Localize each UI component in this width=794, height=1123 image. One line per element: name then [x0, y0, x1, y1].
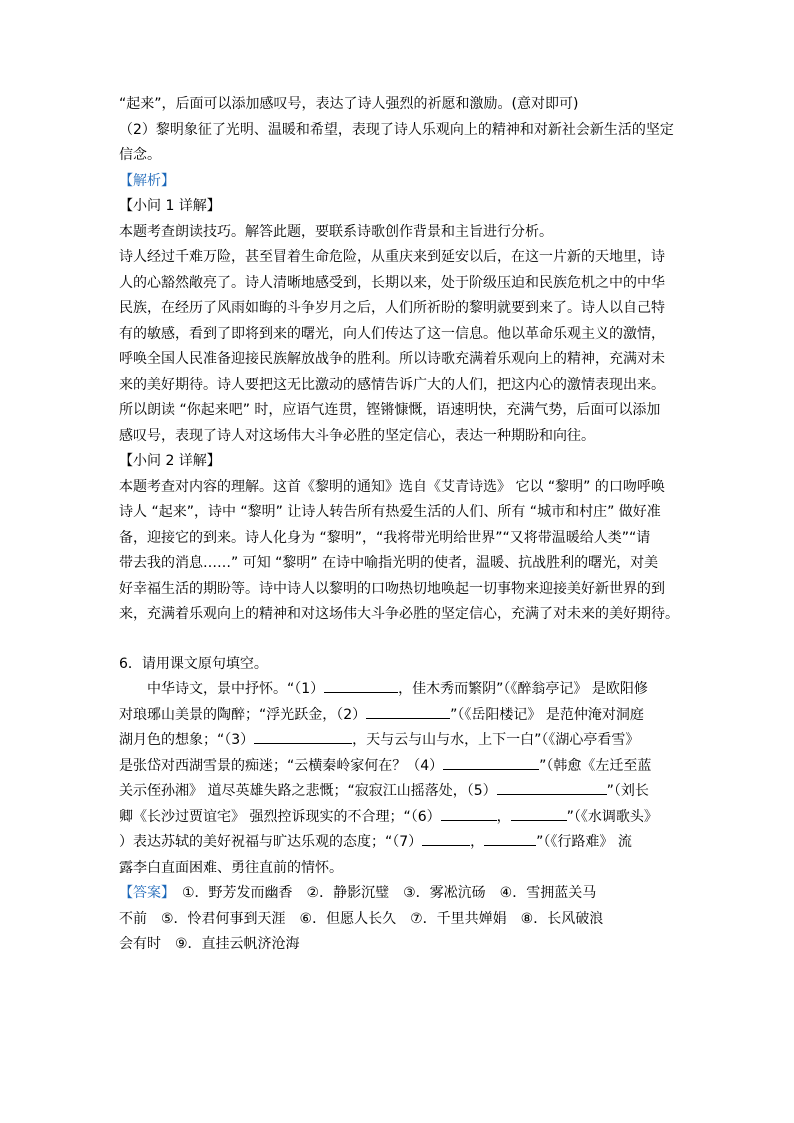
text-segment: ，: [496, 808, 511, 825]
text-segment: 湖月色的想象；“（3）: [119, 732, 255, 748]
blank-4: [443, 755, 539, 770]
text-segment: 卿《长沙过贾谊宅》 强烈控诉现实的不合理；“（6）: [119, 808, 441, 825]
question-6-title: 6．请用课文原句填空。: [119, 655, 268, 672]
analysis-line: 感叹号，表现了诗人对这场伟大斗争必胜的坚定信心，表达一种期盼和向往。: [119, 427, 595, 444]
analysis-line: 本题考查对内容的理解。这首《黎明的通知》选自《艾青诗选》 它以 “黎明” 的口吻呼唤: [119, 478, 665, 495]
answer-tag: 【答案】: [119, 885, 168, 901]
answer-line: 会有时 ⑨．直挂云帆济沧海: [119, 936, 300, 952]
text-segment: 关示侄孙湘》 道尽英雄失路之悲慨；“寂寂江山摇落处，（5）: [119, 783, 497, 799]
analysis-line: 来，充满着乐观向上的精神和对这场伟大斗争必胜的坚定信心，充满了对未来的美好期待。: [119, 606, 679, 622]
analysis-line: 带去我的消息……” 可知 “黎明” 在诗中喻指光明的使者，温暖、抗战胜利的曙光，对美: [119, 555, 659, 571]
question-6-line: [119, 677, 679, 703]
blank-3: [254, 729, 352, 744]
text-segment: ”（韩愈《左迁至蓝: [539, 757, 652, 774]
analysis-line: 呼唤全国人民准备迎接民族解放战争的胜利。所以诗歌充满着乐观向上的精神，充满对未: [119, 351, 665, 367]
question-6-line: [119, 830, 679, 856]
analysis-line: 人的心豁然敞亮了。诗人清晰地感受到，长期以来，处于阶级压迫和民族危机之中的中华: [119, 274, 665, 291]
analysis-line: 好幸福生活的期盼等。诗中诗人以黎明的口吻热切地唤起一切事物来迎接美好新世界的到: [119, 580, 665, 597]
text-segment: ）表达苏轼的美好祝福与旷达乐观的态度；“（7）: [119, 834, 423, 850]
answer-line: “起来”，后面可以添加感叹号，表达了诗人强烈的祈愿和激励。(意对即可): [119, 96, 579, 112]
text-segment: ”（《水调歌头》: [566, 808, 658, 825]
question-6-line: 露李白直面困难、勇往直前的情怀。: [119, 859, 343, 876]
question-6-line: [119, 728, 679, 754]
text-segment: ”（刘长: [606, 783, 649, 799]
text-segment: ，天与云与山与水，上下一白”（《湖心亭看雪》: [352, 732, 640, 748]
analysis-line: 本题考查朗读技巧。解答此题，要联系诗歌创作背景和主旨进行分析。: [119, 223, 553, 240]
question-6-line: [119, 805, 679, 831]
analysis-line: 有的敏感，看到了即将到来的曙光，向人们传达了这一信息。他以革命乐观主义的激情，: [119, 325, 665, 342]
answer-line: 不前 ⑤．怜君何事到天涯 ⑥．但愿人长久 ⑦．千里共婵娟 ⑧．长风破浪: [119, 910, 604, 927]
analysis-line: 来的美好期待。诗人要把这无比激动的感情告诉广大的人们，把这内心的激情表现出来。: [119, 376, 665, 393]
blank-1: [324, 678, 398, 693]
sub-question-2-heading: 【小问 2 详解】: [119, 453, 221, 469]
text-segment: ”（《行路难》 流: [536, 834, 632, 850]
analysis-line: 诗人经过千难万险，甚至冒着生命危险，从重庆来到延安以后，在这一片新的天地里，诗: [119, 249, 665, 265]
answer-line: 信念。: [119, 147, 161, 163]
answer-line: （2）黎明象征了光明、温暖和希望，表现了诗人乐观向上的精神和对新社会新生活的坚定: [119, 121, 674, 138]
analysis-line: 民族，在经历了风雨如晦的斗争岁月之后，人们所祈盼的黎明就要到来了。诗人以自己特: [119, 300, 665, 316]
blank-7a: [422, 831, 470, 846]
analysis-line: 备，迎接它的到来。诗人化身为 “黎明”，“我将带光明给世界”“又将带温暖给人类”“请: [119, 529, 651, 546]
analysis-line: 所以朗读 “你起来吧” 时，应语气连贯，铿锵慷慨，语速明快，充满气势，后面可以添加: [119, 402, 661, 418]
analysis-heading: 【解析】: [119, 172, 175, 189]
blank-2: [366, 704, 450, 719]
answer-text: ①．野芳发而幽香 ②．静影沉璧 ③．雾凇沆砀 ④．雪拥蓝关马: [182, 885, 597, 901]
blank-5: [497, 780, 607, 795]
document-content: [119, 92, 679, 958]
sub-question-1-heading: 【小问 1 详解】: [119, 198, 221, 214]
blank-6b: [511, 806, 567, 821]
analysis-line: 诗人 “起来”，诗中 “黎明” 让诗人转告所有热爱生活的人们、所有 “城市和村庄” 做好准: [119, 504, 661, 520]
answer-line: [119, 881, 679, 907]
question-6-line: [119, 703, 679, 729]
blank-6a: [441, 806, 497, 821]
section-gap: [119, 628, 679, 652]
text-segment: ，佳木秀而繁阴”（《醉翁亭记》 是欧阳修: [398, 681, 648, 697]
text-segment: 中华诗文，景中抒怀。“（1）: [147, 681, 325, 697]
question-6-line: [119, 754, 679, 780]
text-segment: ，: [470, 834, 485, 850]
question-6-line: [119, 779, 679, 805]
blank-7b: [484, 831, 536, 846]
text-segment: 对琅琊山美景的陶醉；“浮光跃金，（2）: [119, 706, 367, 723]
text-segment: 是张岱对西湖雪景的痴迷；“云横秦岭家何在？（4）: [119, 757, 444, 774]
text-segment: ”（《岳阳楼记》 是范仲淹对洞庭: [450, 706, 644, 723]
